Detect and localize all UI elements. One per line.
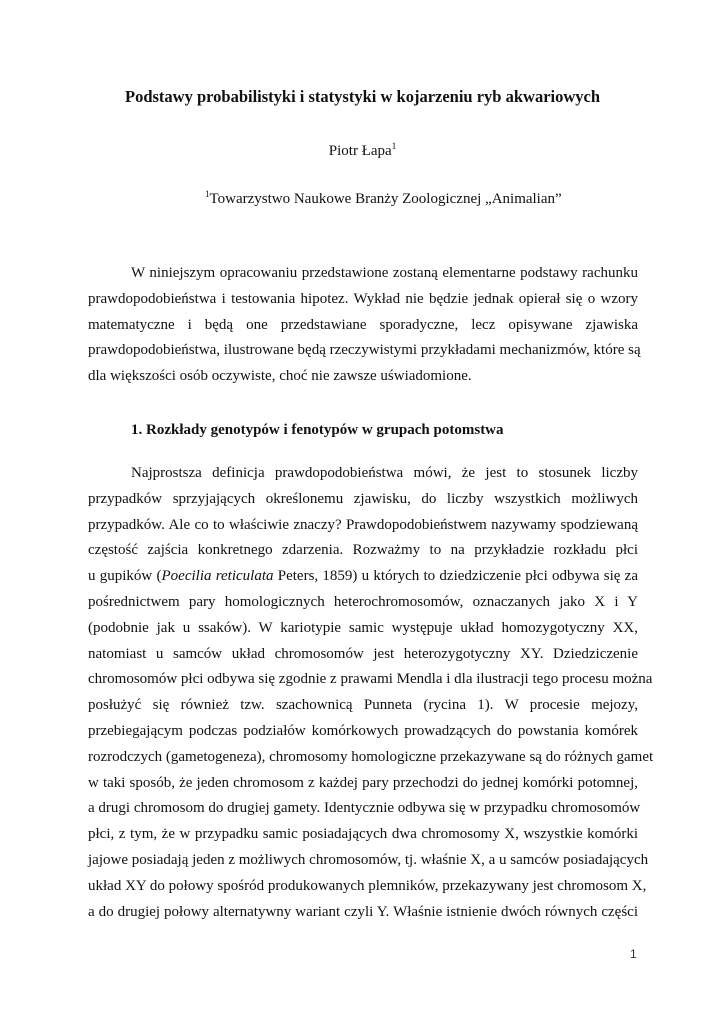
body-line: przebiegającym podczas podziałów komórkowych prowadzących do powstania komórek bbox=[88, 722, 638, 739]
species-name: Poecilia reticulata bbox=[161, 568, 274, 585]
paper-title: Podstawy probabilistyki i statystyki w kojarzeniu ryb akwariowych bbox=[124, 87, 601, 106]
body-line: posłużyć się również tzw. szachownicą Punneta (rycina 1). W procesie mejozy, bbox=[88, 697, 638, 714]
body-line: pośrednictwem pary homologicznych heterochromosomów, oznaczanych jako X i Y bbox=[88, 593, 638, 610]
body-line: płci, z tym, że w przypadku samic posiadających dwa chromosomy X, wszystkie komórki bbox=[88, 826, 638, 843]
body-line: przypadków. Ale co to właściwie znaczy? Prawdopodobieństwem nazywamy spodziewaną bbox=[88, 516, 638, 533]
body-line: układ XY do połowy spośród produkowanych plemników, przekazywany jest chromosom X, bbox=[88, 877, 647, 894]
body-line: natomiast u samców układ chromosomów jest heterozygotyczny XY. Dziedziczenie bbox=[88, 645, 638, 662]
body-line: częstość zajścia konkretnego zdarzenia. Rozważmy to na przykładzie rozkładu płci bbox=[88, 542, 638, 559]
abstract-paragraph bbox=[88, 261, 641, 390]
body-line: przypadków sprzyjających określonemu zjawisku, do liczby wszystkich możliwych bbox=[88, 490, 638, 507]
abstract-line: dla większości osób oczywiste, choć nie zawsze uświadomione. bbox=[88, 368, 472, 385]
body-line bbox=[88, 564, 638, 590]
body-text-segment: Peters, 1859) u których to dziedziczenie płci odbywa się za bbox=[273, 568, 638, 585]
author-line bbox=[0, 141, 725, 161]
body-line: chromosomów płci odbywa się zgodnie z prawami Mendla i dla ilustracji tego procesu można bbox=[88, 671, 653, 688]
affiliation-line bbox=[205, 189, 685, 209]
body-line: (podobnie jak u ssaków). W kariotypie samic występuje układ homozygotyczny XX, bbox=[88, 619, 638, 636]
body-line: a drugi chromosom do drugiej gamety. Identycznie odbywa się w przypadku chromosomów bbox=[88, 800, 641, 817]
section-heading: 1. Rozkłady genotypów i fenotypów w grupach potomstwa bbox=[131, 422, 504, 438]
body-line: Najprostsza definicja prawdopodobieństwa mówi, że jest to stosunek liczby bbox=[131, 465, 638, 481]
abstract-line: W niniejszym opracowaniu przedstawione zostaną elementarne podstawy rachunku bbox=[131, 265, 638, 281]
body-paragraph bbox=[88, 461, 654, 925]
abstract-line: prawdopodobieństwa, ilustrowane będą rzeczywistymi przykładami mechanizmów, które są bbox=[88, 342, 641, 359]
body-line: a do drugiej połowy alternatywny wariant czyli Y. Właśnie istnienie dwóch równych części bbox=[88, 903, 638, 920]
body-text-segment: u gupików ( bbox=[88, 568, 162, 585]
page-number: 1 bbox=[630, 947, 637, 961]
author-name: Piotr Łapa bbox=[328, 143, 392, 159]
body-line: w taki sposób, że jeden chromosom z każdej pary przechodzi do jednej komórki potomnej, bbox=[88, 774, 638, 791]
abstract-line: prawdopodobieństwa i testowania hipotez. Wykład nie będzie jednak opierał się o wzory bbox=[88, 290, 638, 307]
affiliation-text: Towarzystwo Naukowe Branży Zoologicznej „Animalian” bbox=[209, 191, 562, 207]
author-affiliation-marker: 1 bbox=[391, 141, 397, 151]
body-line: rozrodczych (gametogeneza), chromosomy homologiczne przekazywane są do różnych gamet bbox=[88, 748, 654, 765]
affiliation-marker: 1 bbox=[205, 189, 210, 199]
abstract-line: matematyczne i będą one przedstawiane sporadyczne, lecz opisywane zjawiska bbox=[88, 316, 638, 333]
body-line: jajowe posiadają jeden z możliwych chromosomów, tj. właśnie X, a u samców posiadających bbox=[88, 851, 649, 868]
